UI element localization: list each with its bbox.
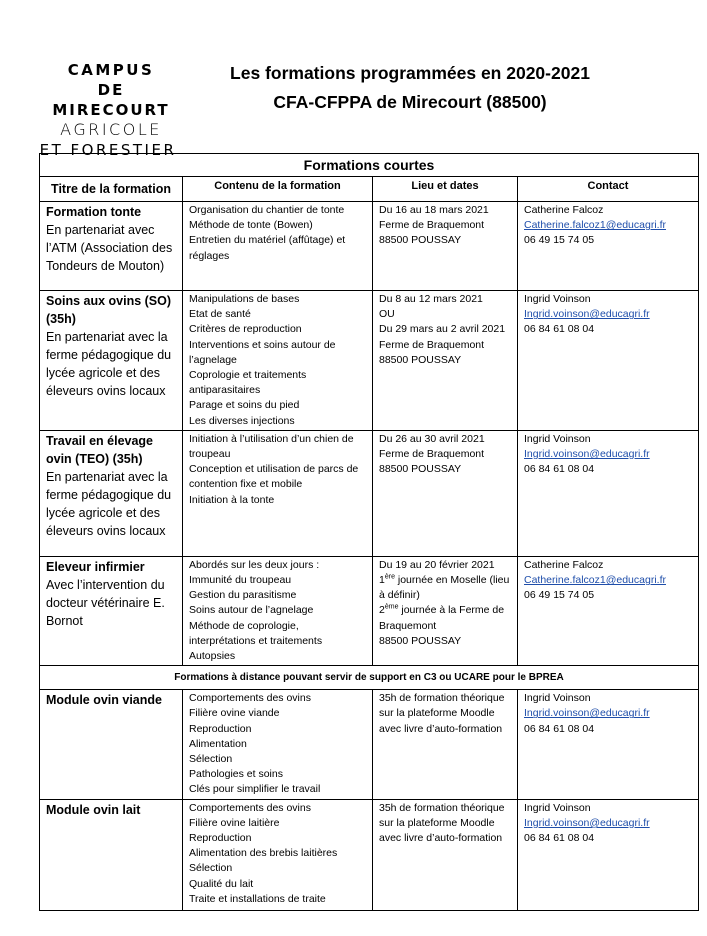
- content-line: Soins autour de l’agnelage: [189, 604, 314, 617]
- content-line: Comportements des ovins: [189, 801, 311, 814]
- content-line: Traite et installations de traite: [189, 892, 326, 905]
- content-line: Autopsies: [189, 650, 236, 663]
- contact-email-link[interactable]: Catherine.falcoz1@educagri.fr: [524, 574, 666, 587]
- content-line: Etat de santé: [189, 308, 251, 321]
- place-line: OU: [379, 308, 395, 321]
- content-line: Filière ovine laitière: [189, 816, 280, 829]
- content-line: Reproduction: [189, 722, 252, 735]
- formation-place-cell: [373, 799, 518, 910]
- formation-title-cell: [40, 690, 183, 799]
- content-line: Initiation à la tonte: [189, 493, 275, 506]
- formation-content-cell: [183, 291, 373, 431]
- column-header-contact: Contact: [518, 177, 699, 202]
- content-line: Coprologie et traitements antiparasitaires: [189, 369, 307, 397]
- contact-name: Ingrid Voinson: [524, 801, 591, 814]
- formation-content-cell: [183, 799, 373, 910]
- formation-title-cell: [40, 291, 183, 431]
- content-line: Initiation à l’utilisation d’un chien de troupeau: [189, 432, 354, 461]
- content-line: Interventions et soins autour de l’agnelage: [189, 338, 336, 366]
- formation-name: Module ovin viande: [46, 693, 162, 708]
- formation-place-cell: [373, 291, 518, 431]
- ordinal-number: 2: [379, 604, 385, 617]
- place-line: Ferme de Braquemont: [379, 448, 485, 461]
- formation-partner: En partenariat avec l’ATM (Association des Tondeurs de Mouton): [46, 223, 173, 273]
- campus-logo: [36, 60, 186, 160]
- place-line: 35h de formation théorique sur la plateforme Moodle avec livre d’auto-formation: [379, 801, 505, 845]
- table-row: [40, 202, 699, 291]
- formation-title-cell: [40, 430, 183, 556]
- content-line: Critères de reproduction: [189, 323, 302, 336]
- formation-place-cell: [373, 202, 518, 291]
- page-title: Les formations programmées en 2020-2021: [230, 63, 590, 83]
- place-line: 88500 POUSSAY: [379, 353, 462, 366]
- content-line: Filière ovine viande: [189, 707, 280, 720]
- contact-name: Ingrid Voinson: [524, 293, 591, 305]
- place-line: 88500 POUSSAY: [379, 463, 462, 476]
- content-line: Reproduction: [189, 832, 252, 845]
- contact-phone: 06 49 15 74 05: [524, 234, 595, 247]
- contact-name: Catherine Falcoz: [524, 204, 604, 216]
- content-line: Comportements des ovins: [189, 692, 311, 705]
- content-line: Méthode de coprologie, interprétations et traitements: [189, 619, 323, 647]
- formation-place-cell: [373, 430, 518, 556]
- formation-name: Soins aux ovins (SO) (35h): [46, 294, 172, 326]
- place-line: 88500 POUSSAY: [379, 234, 462, 247]
- place-line: [379, 573, 511, 603]
- content-line: Pathologies et soins: [189, 768, 283, 781]
- content-line: Sélection: [189, 862, 233, 875]
- contact-email-link[interactable]: Catherine.falcoz1@educagri.fr: [524, 219, 666, 232]
- content-line: Les diverses injections: [189, 414, 295, 427]
- formation-content-cell: [183, 202, 373, 291]
- place-line: Du 16 au 18 mars 2021: [379, 204, 489, 216]
- place-line: 88500 POUSSAY: [379, 634, 462, 647]
- section-title: Formations courtes: [40, 154, 699, 177]
- table-row: [40, 556, 699, 665]
- place-line: Du 29 mars au 2 avril 2021: [379, 323, 506, 336]
- content-line: Qualité du lait: [189, 877, 254, 890]
- place-text: journée en Moselle (lieu à définir): [379, 574, 510, 602]
- formation-name: Eleveur infirmier: [46, 559, 145, 574]
- logo-line-campus: CAMPUS: [67, 61, 155, 79]
- formation-contact-cell: [518, 556, 699, 665]
- contact-name: Catherine Falcoz: [524, 558, 604, 571]
- content-line: Gestion du parasitisme: [189, 589, 297, 602]
- ordinal-suffix: ère: [384, 573, 395, 581]
- content-line: Alimentation: [189, 737, 247, 750]
- formation-contact-cell: [518, 291, 699, 431]
- formation-contact-cell: [518, 799, 699, 910]
- formation-partner: En partenariat avec la ferme pédagogique du lycée agricole et des éleveurs ovins locaux: [46, 469, 172, 538]
- place-line: Du 19 au 20 février 2021: [379, 558, 495, 571]
- formation-partner: En partenariat avec la ferme pédagogique du lycée agricole et des éleveurs ovins locaux: [46, 330, 172, 398]
- formation-content-cell: [183, 556, 373, 665]
- formation-title-cell: [40, 202, 183, 291]
- contact-phone: 06 49 15 74 05: [524, 589, 595, 602]
- table-row: [40, 430, 699, 556]
- formation-partner: Avec l’intervention du docteur vétérinaire E. Bornot: [46, 577, 165, 628]
- content-line: Alimentation des brebis laitières: [189, 847, 338, 860]
- place-line: 35h de formation théorique sur la plateforme Moodle avec livre d’auto-formation: [379, 692, 505, 735]
- contact-name: Ingrid Voinson: [524, 432, 591, 445]
- contact-email-link[interactable]: Ingrid.voinson@educagri.fr: [524, 816, 650, 829]
- formation-content-cell: [183, 690, 373, 799]
- table-row: [40, 690, 699, 799]
- column-header-content: Contenu de la formation: [183, 177, 373, 202]
- ordinal-number: 1: [379, 574, 385, 587]
- content-line: Clés pour simplifier le travail: [189, 783, 321, 796]
- contact-phone: 06 84 61 08 04: [524, 722, 595, 735]
- formation-place-cell: [373, 556, 518, 665]
- place-text: journée à la Ferme de Braquemont: [379, 604, 505, 632]
- formation-title-cell: [40, 799, 183, 910]
- formation-contact-cell: [518, 430, 699, 556]
- content-line: Manipulations de bases: [189, 293, 300, 305]
- content-line: Abordés sur les deux jours :: [189, 558, 320, 571]
- contact-name: Ingrid Voinson: [524, 692, 591, 705]
- place-line: [379, 603, 511, 633]
- logo-line-forestier: ET FORESTIER: [39, 141, 177, 159]
- contact-email-link[interactable]: Ingrid.voinson@educagri.fr: [524, 308, 650, 321]
- content-line: Immunité du troupeau: [189, 574, 292, 587]
- distance-section-title: Formations à distance pouvant servir de support en C3 ou UCARE pour le BPREA: [40, 666, 699, 690]
- formation-name: Formation tonte: [46, 205, 142, 219]
- logo-line-agricole: AGRICOLE: [60, 120, 162, 139]
- place-line: Du 26 au 30 avril 2021: [379, 432, 485, 445]
- logo-line-mirecourt: DE MIRECOURT: [52, 81, 170, 119]
- contact-phone: 06 84 61 08 04: [524, 832, 595, 845]
- column-header-title: Titre de la formation: [40, 177, 183, 202]
- place-line: Du 8 au 12 mars 2021: [379, 293, 483, 305]
- formation-name: Module ovin lait: [46, 802, 141, 817]
- content-line: Sélection: [189, 753, 233, 766]
- place-line: Ferme de Braquemont: [379, 338, 485, 351]
- formation-contact-cell: [518, 202, 699, 291]
- content-line: Organisation du chantier de tonte: [189, 204, 345, 216]
- formation-title-cell: [40, 556, 183, 665]
- formations-table: [39, 153, 699, 911]
- content-line: Entretien du matériel (affûtage) et réglages: [189, 234, 346, 262]
- content-line: Conception et utilisation de parcs de contention fixe et mobile: [189, 463, 359, 491]
- page-subtitle: CFA-CFPPA de Mirecourt (88500): [273, 92, 547, 112]
- contact-email-link[interactable]: Ingrid.voinson@educagri.fr: [524, 448, 650, 461]
- formation-content-cell: [183, 430, 373, 556]
- contact-phone: 06 84 61 08 04: [524, 463, 595, 476]
- content-line: Parage et soins du pied: [189, 399, 300, 412]
- formation-place-cell: [373, 690, 518, 799]
- place-line: Ferme de Braquemont: [379, 219, 485, 232]
- table-row: [40, 799, 699, 910]
- contact-phone: 06 84 61 08 04: [524, 323, 595, 336]
- contact-email-link[interactable]: Ingrid.voinson@educagri.fr: [524, 707, 650, 720]
- formation-contact-cell: [518, 690, 699, 799]
- table-row: [40, 291, 699, 431]
- ordinal-suffix: ème: [384, 603, 399, 611]
- column-header-place: Lieu et dates: [373, 177, 518, 202]
- content-line: Méthode de tonte (Bowen): [189, 219, 313, 232]
- formation-name: Travail en élevage ovin (TEO) (35h): [46, 433, 154, 466]
